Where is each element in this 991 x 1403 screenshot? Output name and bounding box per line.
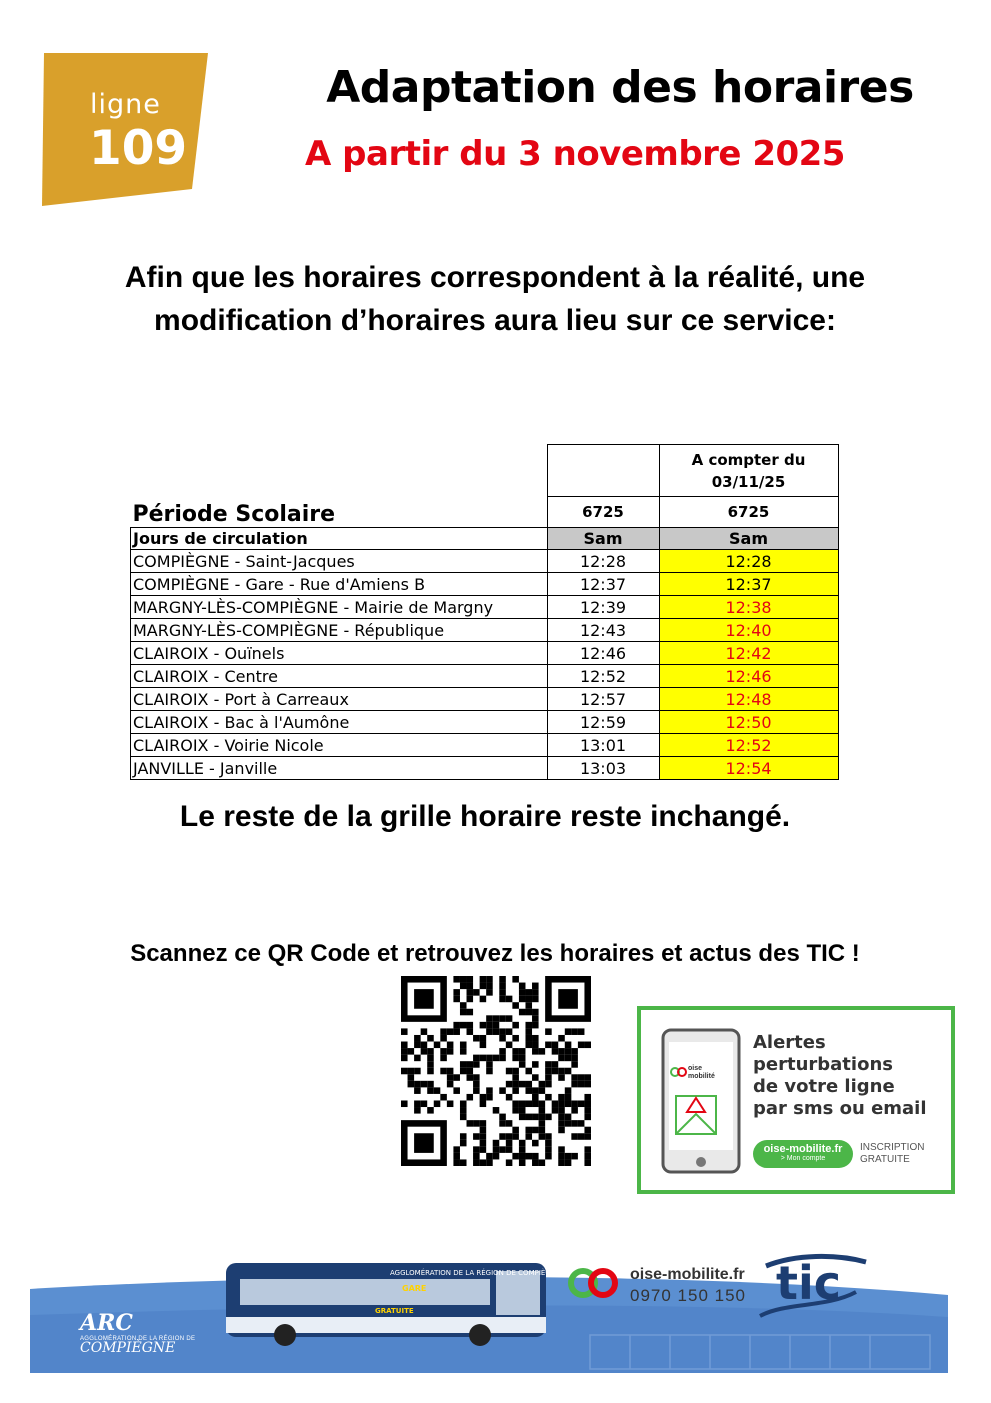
- new-time: 12:52: [659, 734, 838, 757]
- oise-mobilite-phone: 0970 150 150: [630, 1286, 746, 1305]
- service-old: 6725: [547, 497, 659, 528]
- stop-name: CLAIROIX - Centre: [131, 665, 548, 688]
- new-time: 12:54: [659, 757, 838, 780]
- sms-alert-promo[interactable]: [637, 1006, 955, 1194]
- table-row: [131, 711, 839, 734]
- bus-side-text: AGGLOMÉRATION DE LA RÉGION DE COMPIÈGNE: [390, 1269, 561, 1277]
- new-time: 12:37: [659, 573, 838, 596]
- old-time: 12:37: [547, 573, 659, 596]
- old-time: 12:28: [547, 550, 659, 573]
- new-time: 12:42: [659, 642, 838, 665]
- badge-line-word: ligne: [90, 89, 161, 120]
- table-row: [131, 665, 839, 688]
- alert-site-button[interactable]: oise-mobilite.fr > Mon compte: [753, 1140, 853, 1168]
- timetable: [130, 444, 836, 780]
- badge-line-number: 109: [89, 121, 188, 176]
- service-new: 6725: [659, 497, 838, 528]
- stop-name: CLAIROIX - Port à Carreaux: [131, 688, 548, 711]
- oise-mobilite-icon: [566, 1262, 626, 1308]
- table-row: [131, 757, 839, 780]
- table-row: [131, 550, 839, 573]
- oise-mobilite-logo[interactable]: [566, 1262, 756, 1308]
- new-time: 12:38: [659, 596, 838, 619]
- table-row: [131, 734, 839, 757]
- old-time: 12:59: [547, 711, 659, 734]
- table-row: [131, 688, 839, 711]
- old-time: 12:57: [547, 688, 659, 711]
- rest-note: Le reste de la grille horaire reste inchangé.: [179, 800, 791, 833]
- new-time: 12:28: [659, 550, 838, 573]
- old-time: 12:39: [547, 596, 659, 619]
- table-row: [131, 573, 839, 596]
- alert-title: Alertes perturbations de votre ligne par sms ou email: [753, 1032, 927, 1119]
- stop-name: CLAIROIX - Bac à l'Aumône: [131, 711, 548, 734]
- bus-destination: GARE: [402, 1284, 427, 1293]
- new-header: A compter du 03/11/25: [659, 445, 838, 497]
- new-time: 12:46: [659, 665, 838, 688]
- stop-name: JANVILLE - Janville: [131, 757, 548, 780]
- new-time: 12:50: [659, 711, 838, 734]
- tic-logo: tic: [756, 1252, 871, 1324]
- line-badge: [42, 53, 208, 206]
- free-signup-label: INSCRIPTION GRATUITE: [860, 1142, 925, 1165]
- scan-instruction: Scannez ce QR Code et retrouvez les horaires et actus des TIC !: [130, 940, 860, 967]
- page-title: Adaptation des horaires: [326, 62, 914, 113]
- intro-text: Afin que les horaires correspondent à la réalité, une modification d’horaires aura lieu sur ce service:: [124, 261, 866, 337]
- stop-name: CLAIROIX - Voirie Nicole: [131, 734, 548, 757]
- stop-name: COMPIÈGNE - Gare - Rue d'Amiens B: [131, 573, 548, 596]
- period-label: Période Scolaire: [131, 445, 548, 528]
- old-time: 12:43: [547, 619, 659, 642]
- table-row: [131, 619, 839, 642]
- qr-code[interactable]: [400, 976, 592, 1166]
- old-time: 13:03: [547, 757, 659, 780]
- phone-brand: oise mobilité: [688, 1065, 715, 1080]
- oise-mobilite-site: oise-mobilite.fr: [630, 1266, 745, 1283]
- old-header-empty: [547, 445, 659, 497]
- table-row: [131, 596, 839, 619]
- stop-name: CLAIROIX - Ouïnels: [131, 642, 548, 665]
- old-time: 13:01: [547, 734, 659, 757]
- days-new: Sam: [659, 528, 838, 550]
- table-row: [131, 642, 839, 665]
- old-time: 12:46: [547, 642, 659, 665]
- phone-icon: [661, 1028, 741, 1174]
- bus-promo: GRATUITE: [375, 1307, 414, 1315]
- days-label: Jours de circulation: [131, 528, 548, 550]
- new-time: 12:40: [659, 619, 838, 642]
- page-subtitle: A partir du 3 novembre 2025: [305, 134, 845, 174]
- stop-name: COMPIÈGNE - Saint-Jacques: [131, 550, 548, 573]
- stop-name: MARGNY-LÈS-COMPIÈGNE - République: [131, 619, 548, 642]
- stop-name: MARGNY-LÈS-COMPIÈGNE - Mairie de Margny: [131, 596, 548, 619]
- old-time: 12:52: [547, 665, 659, 688]
- days-old: Sam: [547, 528, 659, 550]
- new-time: 12:48: [659, 688, 838, 711]
- arc-logo: ARC AGGLOMÉRATION DE LA RÉGION DE COMPIÈGNE: [80, 1310, 196, 1356]
